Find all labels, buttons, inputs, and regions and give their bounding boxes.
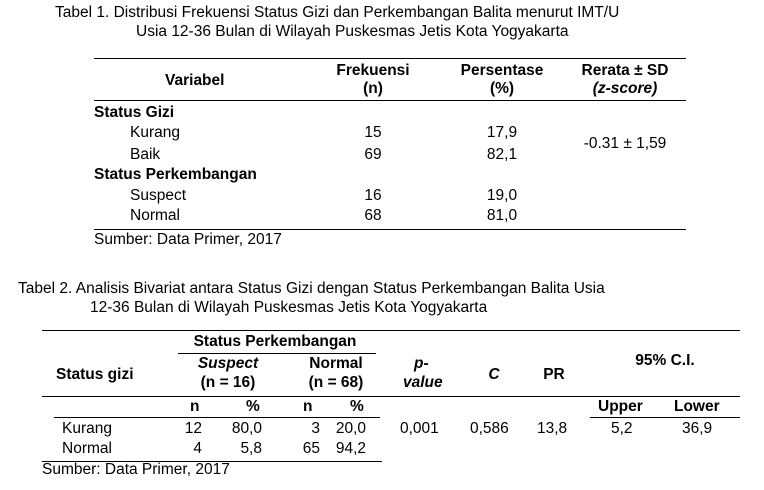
table2-top-rule: [42, 330, 740, 331]
table1-header-rerata-unit: (z-score): [592, 80, 658, 97]
table1-row-label: Baik: [130, 146, 161, 163]
table2-header-sus-n: n: [190, 398, 200, 415]
table1-source: Sumber: Data Primer, 2017: [94, 231, 282, 248]
table2-header-ci: 95% C.I.: [635, 352, 695, 369]
table1-row-n: 15: [364, 124, 382, 141]
table1-header-rule: [94, 100, 686, 101]
table1-header-variabel: Variabel: [165, 72, 225, 89]
table2-row-nor-pct: 20,0: [335, 420, 366, 437]
table1-row-n: 16: [364, 187, 382, 204]
table1-header-frekuensi-unit: (n): [363, 80, 383, 97]
table2-header-value: value: [403, 374, 443, 391]
table1-group-status-gizi: Status Gizi: [94, 104, 175, 121]
table2-header-suspect-n: (n = 16): [200, 374, 256, 391]
table1-header-frekuensi: Frekuensi: [336, 62, 410, 79]
table2-caption-line1: Tabel 2. Analisis Bivariat antara Status Gizi dengan Status Perkembangan Balita Usia: [18, 280, 605, 297]
table2-header-lower: Lower: [674, 398, 720, 415]
table2-source: Sumber: Data Primer, 2017: [42, 461, 230, 478]
table1-top-rule: [94, 58, 686, 59]
table2-row-lower: 36,9: [682, 420, 713, 437]
table2-header-status-perkembangan: Status Perkembangan: [193, 333, 357, 350]
table1-row-pct: 81,0: [486, 207, 518, 224]
table2-row-sus-pct: 5,8: [240, 440, 262, 457]
table2-row-label: Normal: [62, 440, 112, 457]
table1-header-persentase-unit: (%): [489, 80, 515, 97]
table2-header-p: p-: [414, 355, 429, 372]
table1-header-persentase: Persentase: [460, 62, 544, 79]
table1-row-pct: 19,0: [486, 187, 518, 204]
table1-rerata-value: -0.31 ± 1,59: [583, 135, 667, 152]
table2-row-nor-n: 65: [302, 440, 320, 457]
table2-row-nor-n: 3: [311, 420, 320, 437]
table1-bottom-rule: [94, 229, 686, 230]
table2-caption-line2: 12-36 Bulan di Wilayah Puskesmas Jetis Kota Yogyakarta: [90, 299, 488, 316]
table1-row-n: 69: [364, 146, 382, 163]
table2-row-pr: 13,8: [537, 420, 568, 437]
table2-row-sus-pct: 80,0: [231, 420, 262, 437]
table1-row-label: Kurang: [130, 124, 180, 141]
table2-header-upper: Upper: [598, 398, 643, 415]
table2-header-nor-pct: %: [350, 398, 364, 415]
table2-row-upper: 5,2: [611, 420, 633, 437]
table1-row-label: Normal: [130, 207, 180, 224]
table1-row-pct: 82,1: [486, 146, 518, 163]
table2-row-label: Kurang: [62, 420, 112, 437]
table2-header-status-gizi: Status gizi: [56, 366, 134, 383]
table2-subheader-rule-right: [590, 417, 740, 418]
table2-header-sus-pct: %: [246, 398, 260, 415]
table2-header-normal-n: (n = 68): [308, 374, 364, 391]
table1-row-n: 68: [364, 207, 382, 224]
table1-caption-line1: Tabel 1. Distribusi Frekuensi Status Gizi dan Perkembangan Balita menurut IMT/U: [55, 4, 620, 21]
table2-header-pr: PR: [543, 366, 565, 383]
table1-header-rerata: Rerata ± SD: [581, 62, 669, 79]
table2-subheader-rule-left: [54, 417, 380, 418]
table1-row-label: Suspect: [130, 187, 187, 204]
table2-row-nor-pct: 94,2: [335, 440, 366, 457]
table2-row-sus-n: 4: [193, 440, 202, 457]
table2-row-p: 0,001: [400, 420, 439, 437]
table2-row-sus-n: 12: [184, 420, 202, 437]
table1-group-status-perkembangan: Status Perkembangan: [94, 166, 257, 183]
table2-header-c: C: [488, 366, 500, 383]
table2-spanner-rule: [178, 353, 376, 354]
table2-header-nor-n: n: [303, 398, 313, 415]
table2-row-c: 0,586: [470, 420, 509, 437]
table2-header-rule: [42, 396, 740, 397]
table1-caption-line2: Usia 12-36 Bulan di Wilayah Puskesmas Jetis Kota Yogyakarta: [136, 23, 569, 40]
table2-header-suspect: Suspect: [197, 355, 259, 372]
table1-row-pct: 17,9: [486, 124, 518, 141]
table2-header-normal: Normal: [309, 355, 363, 372]
